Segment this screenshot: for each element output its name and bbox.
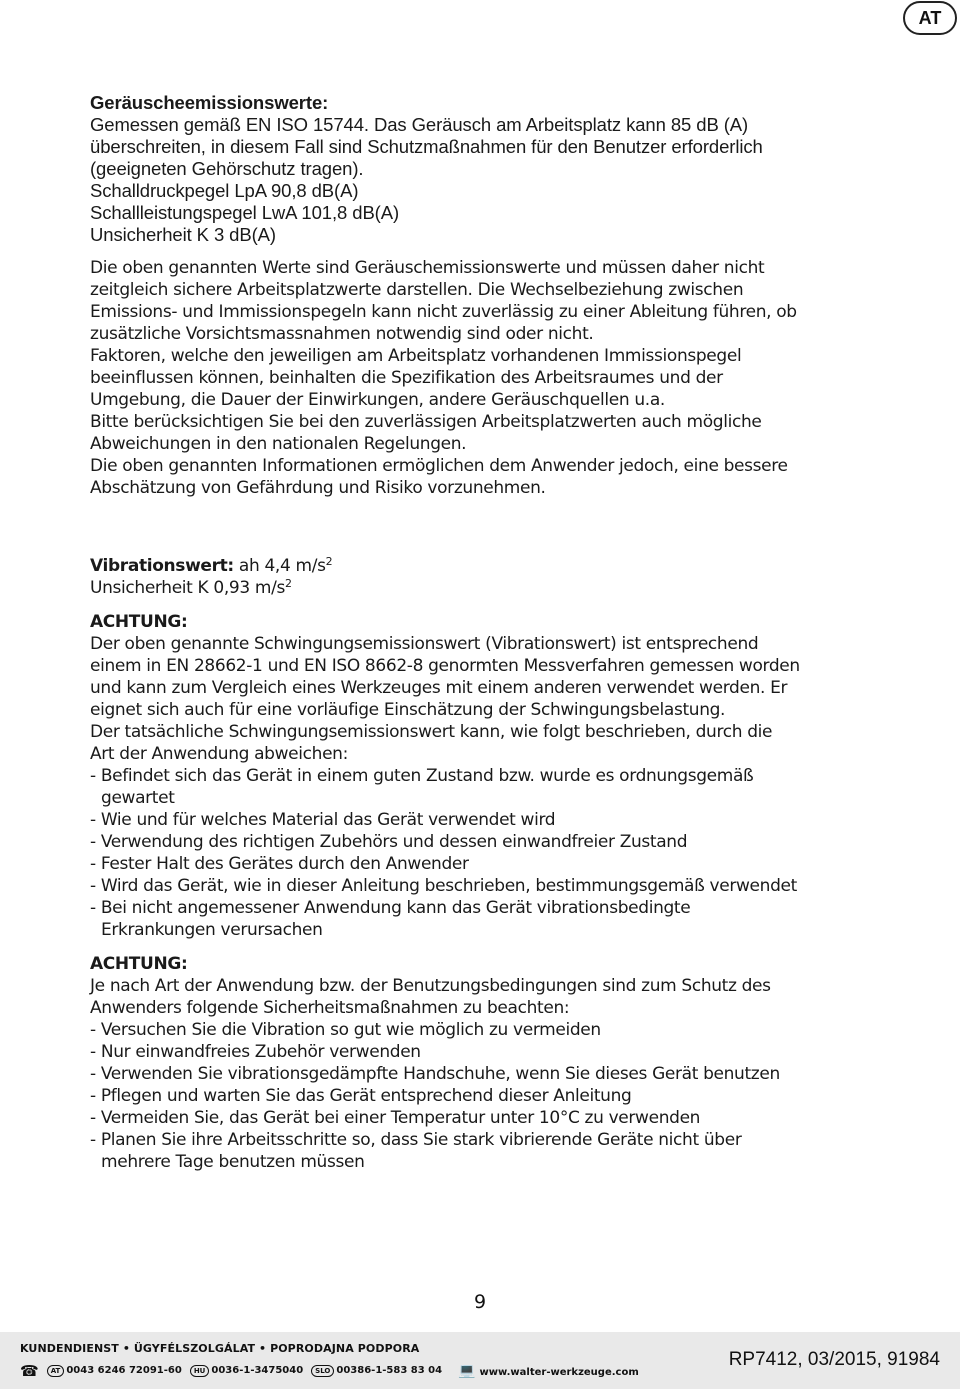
noise-explanation	[90, 257, 890, 499]
text-line: zusätzliche Vorsichtsmassnahmen notwendig sind oder nicht.	[90, 324, 594, 344]
vibration-section	[90, 555, 890, 1173]
text-line: - Planen Sie ihre Arbeitsschritte so, dass Sie stark vibrierende Geräte nicht über	[90, 1130, 742, 1150]
phone-number: 0036-1-3475040	[211, 1365, 304, 1376]
country-code-badge: AT	[47, 1365, 65, 1377]
uncertainty-text: Unsicherheit K 0,93 m/s	[90, 578, 285, 598]
contact-item	[311, 1365, 442, 1377]
warning-heading-2: ACHTUNG:	[90, 954, 188, 974]
text-line: - Versuchen Sie die Vibration so gut wie möglich zu vermeiden	[90, 1020, 601, 1040]
footer	[0, 1332, 960, 1389]
text-line: und kann zum Vergleich eines Werkzeuges mit einem anderen verwendet werden. Er	[90, 678, 788, 698]
contact-item	[47, 1365, 182, 1377]
text-line: Der tatsächliche Schwingungsemissionswert kann, wie folgt beschrieben, durch die	[90, 722, 773, 742]
text-line: - Bei nicht angemessener Anwendung kann das Gerät vibrationsbedingte	[90, 898, 691, 918]
noise-values	[90, 180, 890, 246]
phone-number: 00386-1-583 83 04	[336, 1365, 443, 1376]
text-line: Die oben genannten Informationen ermöglichen dem Anwender jedoch, eine bessere	[90, 456, 788, 476]
measure-list	[90, 1019, 890, 1173]
text-line: Schalldruckpegel LpA 90,8 dB(A)	[90, 180, 359, 201]
text-line: (geeigneten Gehörschutz tragen).	[90, 158, 364, 179]
text-line: beeinflussen können, beinhalten die Spezifikation des Arbeitsraumes und der	[90, 368, 723, 388]
page-number: 9	[473, 1291, 487, 1313]
text-line: überschreiten, in diesem Fall sind Schutzmaßnahmen für den Benutzer erforderlich	[90, 136, 763, 157]
warning-heading-1: ACHTUNG:	[90, 612, 188, 632]
text-line: Abweichungen in den nationalen Regelungen.	[90, 434, 467, 454]
contact-list	[47, 1365, 442, 1377]
text-line: Je nach Art der Anwendung bzw. der Benutzungsbedingungen sind zum Schutz des	[90, 976, 771, 996]
vibration-uncertainty	[90, 577, 890, 599]
country-code-badge: HU	[190, 1365, 210, 1377]
factor-list	[90, 765, 890, 941]
text-line: Umgebung, die Dauer der Einwirkungen, andere Geräuschquellen u.a.	[90, 390, 665, 410]
vibration-value-line	[90, 555, 890, 577]
country-code-badge: SLO	[311, 1365, 334, 1377]
document-reference: RP7412, 03/2015, 91984	[728, 1349, 940, 1370]
text-line: Die oben genannten Werte sind Geräuschemissionswerte und müssen daher nicht	[90, 258, 765, 278]
text-line: Gemessen gemäß EN ISO 15744. Das Geräusch am Arbeitsplatz kann 85 dB (A)	[90, 114, 749, 135]
text-line: - Verwenden Sie vibrationsgedämpfte Handschuhe, wenn Sie dieses Gerät benutzen	[90, 1064, 780, 1084]
noise-section	[90, 92, 890, 499]
phone-number: 0043 6246 72091-60	[66, 1365, 182, 1376]
text-line: Emissions- und Immissionspegeln kann nicht zuverlässig zu einer Ableitung führen, ob	[90, 302, 797, 322]
vibration-exponent: 2	[325, 555, 333, 568]
text-line: - Wie und für welches Material das Gerät verwendet wird	[90, 810, 556, 830]
text-line: Faktoren, welche den jeweiligen am Arbeitsplatz vorhandenen Immissionspegel	[90, 346, 742, 366]
text-line: - Vermeiden Sie, das Gerät bei einer Temperatur unter 10°C zu verwenden	[90, 1108, 701, 1128]
text-line: - Wird das Gerät, wie in dieser Anleitung beschrieben, bestimmungsgemäß verwendet	[90, 876, 797, 896]
customer-service-label: KUNDENDIENST • ÜGYFÉLSZOLGÁLAT • POPRODAJNA PODPORA	[20, 1342, 420, 1355]
laptop-icon: 💻	[458, 1363, 476, 1379]
text-line: Art der Anwendung abweichen:	[90, 744, 348, 764]
text-line: eignet sich auch für eine vorläufige Einschätzung der Schwingungsbelastung.	[90, 700, 726, 720]
contact-row	[20, 1362, 639, 1380]
text-line: mehrere Tage benutzen müssen	[101, 1152, 365, 1172]
text-line: zeitgleich sichere Arbeitsplatzwerte darstellen. Die Wechselbeziehung zwischen	[90, 280, 744, 300]
vibration-label: Vibrationswert:	[90, 556, 234, 576]
country-badge: AT	[903, 1, 957, 35]
warning-text-2	[90, 975, 890, 1019]
text-line: Unsicherheit K 3 dB(A)	[90, 224, 276, 245]
text-line: Abschätzung von Gefährdung und Risiko vorzunehmen.	[90, 478, 546, 498]
uncertainty-exponent: 2	[285, 577, 292, 590]
contact-item	[190, 1365, 303, 1377]
text-line: Der oben genannte Schwingungsemissionswert (Vibrationswert) ist entsprechend	[90, 634, 759, 654]
vibration-value: ah 4,4 m/s	[233, 556, 326, 576]
noise-intro	[90, 114, 890, 180]
text-line: Schallleistungspegel LwA 101,8 dB(A)	[90, 202, 400, 223]
website-block	[458, 1363, 639, 1379]
text-line: Bitte berücksichtigen Sie bei den zuverlässigen Arbeitsplatzwerten auch mögliche	[90, 412, 762, 432]
noise-heading: Geräuscheemissionswerte:	[90, 92, 329, 113]
main-content	[90, 92, 890, 1173]
text-line: gewartet	[101, 788, 175, 808]
warning-text-1	[90, 633, 890, 765]
text-line: einem in EN 28662-1 und EN ISO 8662-8 genormten Messverfahren gemessen worden	[90, 656, 800, 676]
text-line: Erkrankungen verursachen	[101, 920, 323, 940]
phone-icon: ☎	[20, 1362, 39, 1380]
text-line: Anwenders folgende Sicherheitsmaßnahmen zu beachten:	[90, 998, 570, 1018]
text-line: - Fester Halt des Gerätes durch den Anwender	[90, 854, 469, 874]
text-line: - Pflegen und warten Sie das Gerät entsprechend dieser Anleitung	[90, 1086, 632, 1106]
text-line: - Nur einwandfreies Zubehör verwenden	[90, 1042, 421, 1062]
text-line: - Befindet sich das Gerät in einem guten Zustand bzw. wurde es ordnungsgemäß	[90, 766, 754, 786]
text-line: - Verwendung des richtigen Zubehörs und dessen einwandfreier Zustand	[90, 832, 688, 852]
website-link[interactable]: www.walter-werkzeuge.com	[479, 1367, 639, 1378]
